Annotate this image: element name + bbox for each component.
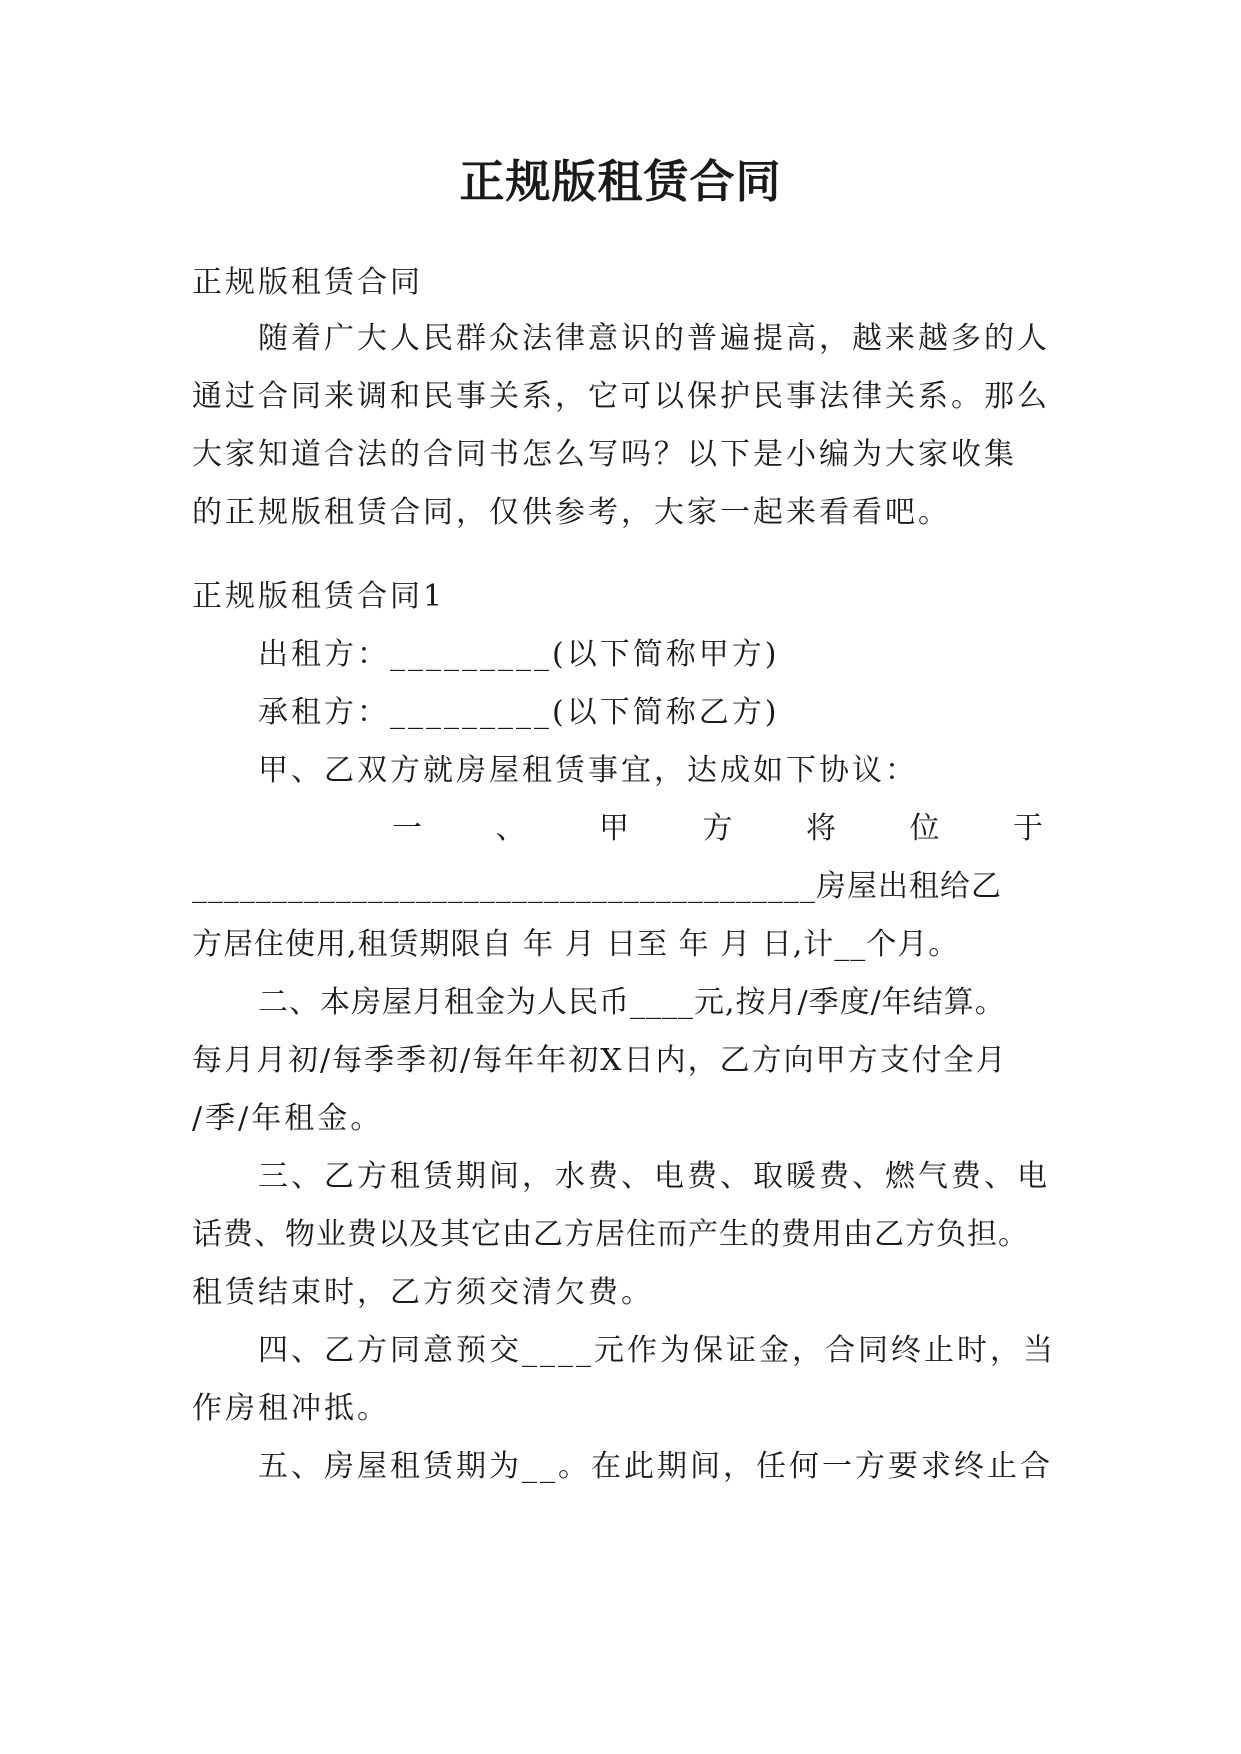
lessor-line: 出租方：_________(以下简称甲方) xyxy=(258,637,780,672)
document-title: 正规版租赁合同 xyxy=(459,155,782,208)
intro-paragraph xyxy=(192,310,1052,542)
section-block xyxy=(192,568,1056,1496)
clause1-char: 于 xyxy=(1013,811,1046,846)
intro-line: 的正规版租赁合同，仅供参考，大家一起来看看吧。 xyxy=(192,495,951,530)
section-heading: 正规版租赁合同1 xyxy=(192,579,446,614)
clause1-char: 、 xyxy=(495,811,529,846)
clause1-line: 方居住使用,租赁期限自 年 月 日至 年 月 日,计__个月。 xyxy=(192,927,960,962)
clause4-line: 四、乙方同意预交____元作为保证金，合同终止时，当 xyxy=(258,1333,1056,1368)
clause4-line: 作房租冲抵。 xyxy=(192,1391,390,1426)
clause1-spread-line xyxy=(192,800,1052,858)
subtitle: 正规版租赁合同 xyxy=(192,265,423,300)
clause2-line: 每月月初/每季季初/每年年初X日内，乙方向甲方支付全月 xyxy=(192,1043,1008,1078)
subtitle-block xyxy=(192,254,1052,312)
agreement-line: 甲、乙双方就房屋租赁事宜，达成如下协议： xyxy=(258,753,918,788)
clause1-line: _______________________________________房屋出租给乙 xyxy=(192,869,1002,904)
lessee-line: 承租方：_________(以下简称乙方) xyxy=(258,695,780,730)
clause1-char: 一 xyxy=(392,811,425,846)
clause2-line: 二、本房屋月租金为人民币____元,按月/季度/年结算。 xyxy=(258,985,1006,1020)
clause1-char: 位 xyxy=(909,811,943,846)
clause1-char: 甲 xyxy=(599,811,632,846)
clause3-line: 三、乙方租赁期间，水费、电费、取暖费、燃气费、电 xyxy=(258,1159,1050,1194)
intro-line: 随着广大人民群众法律意识的普遍提高，越来越多的人 xyxy=(258,321,1050,356)
clause3-line: 租赁结束时，乙方须交清欠费。 xyxy=(192,1275,654,1310)
clause1-char: 将 xyxy=(806,811,839,846)
clause3-line: 话费、物业费以及其它由乙方居住而产生的费用由乙方负担。 xyxy=(192,1217,1029,1252)
clause2-line: /季/年租金。 xyxy=(192,1101,384,1136)
intro-line: 通过合同来调和民事关系，它可以保护民事法律关系。那么 xyxy=(192,379,1050,414)
intro-line: 大家知道合法的合同书怎么写吗？以下是小编为大家收集 xyxy=(192,437,1017,472)
clause1-char: 方 xyxy=(702,811,736,846)
clause5-line: 五、房屋租赁期为__。在此期间，任何一方要求终止合 xyxy=(258,1449,1053,1484)
